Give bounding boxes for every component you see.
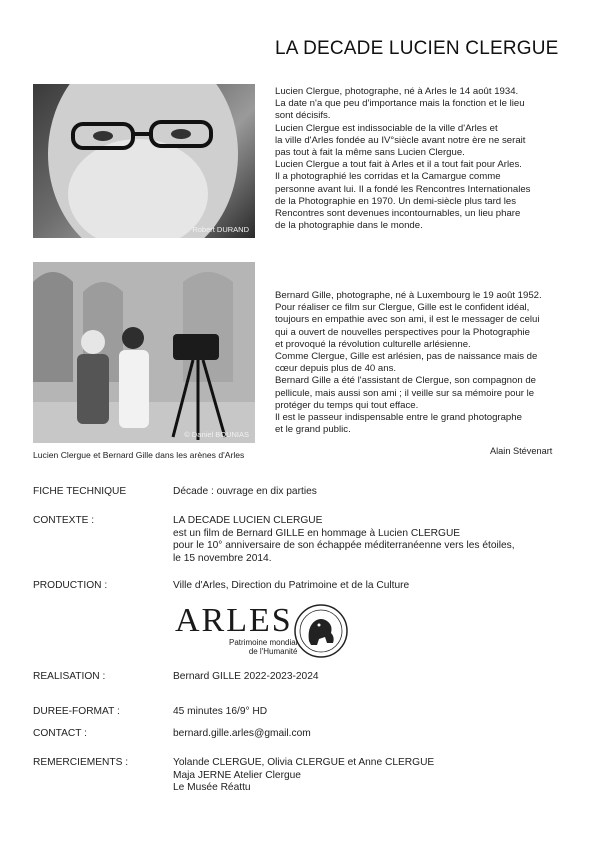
text-line: Le Musée Réattu <box>173 782 251 793</box>
duree-value: 45 minutes 16/9° HD <box>173 706 268 717</box>
text-line: LA DECADE LUCIEN CLERGUE <box>173 515 323 526</box>
text-line: cœur depuis plus de 40 ans. <box>275 363 397 375</box>
text-line: et provoqué la révolution culturelle arlésienne. <box>275 338 471 350</box>
text-line: Yolande CLERGUE, Olivia CLERGUE et Anne CLERGUE <box>173 757 435 768</box>
text-line: toujours en empathie avec son ami, il est le messager de celui <box>275 314 540 326</box>
contexte-label: CONTEXTE : <box>33 515 95 526</box>
signature: Alain Stévenart <box>490 446 553 456</box>
text-line: de la Photographie en 1970. Un demi-siècle plus tard les <box>275 195 517 207</box>
contact-email[interactable]: bernard.gille.arles@gmail.com <box>173 728 311 739</box>
text-line: Bernard Gille a été l'assistant de Clergue, son compagnon de <box>275 375 537 387</box>
lion-seal-icon <box>293 603 349 659</box>
fiche-value: Décade : ouvrage en dix parties <box>173 486 317 497</box>
arles-logo-subtitle <box>229 638 297 656</box>
remerciements-value <box>173 757 434 795</box>
fiche-label: FICHE TECHNIQUE <box>33 486 127 497</box>
text-line: Rencontres sont devenues incontournables, un lieu phare <box>275 208 521 220</box>
production-label: PRODUCTION : <box>33 580 108 591</box>
page-title: LA DECADE LUCIEN CLERGUE <box>275 38 559 59</box>
photo-credit: Robert DURAND <box>192 225 249 234</box>
remerciements-label: REMERCIEMENTS : <box>33 757 129 768</box>
text-line: protéger du temps qui tout efface. <box>275 399 419 411</box>
arles-logo-wordmark: ARLES <box>175 602 293 639</box>
text-line: qui a ouvert de nouvelles perspectives pour la Photographie <box>275 326 530 338</box>
production-value: Ville d'Arles, Direction du Patrimoine et de la Culture <box>173 580 410 591</box>
gille-paragraph <box>275 290 542 436</box>
contexte-value <box>173 515 515 565</box>
text-line: pellicule, mais aussi son ami ; il veille sur sa mémoire pour le <box>275 387 535 399</box>
realisation-label: REALISATION : <box>33 671 106 682</box>
arena-illustration <box>33 262 255 443</box>
text-line: Il est le passeur indispensable entre le grand photographe <box>275 412 522 424</box>
text-line: est un film de Bernard GILLE en hommage à Lucien CLERGUE <box>173 527 461 539</box>
text-line: Maja JERNE Atelier Clergue <box>173 769 301 781</box>
intro-paragraph <box>275 86 530 232</box>
text-line: Comme Clergue, Gille est arlésien, pas de naissance mais de <box>275 351 538 363</box>
portrait-photo <box>33 84 255 238</box>
text-line: pas tout à fait la même sans Lucien Clergue. <box>275 147 465 159</box>
text-line: Lucien Clergue a tout fait à Arles et il a tout fait pour Arles. <box>275 159 522 171</box>
text-line: personne avant lui. Il a fondé les Rencontres Internationales <box>275 183 531 195</box>
text-line: pour le 10° anniversaire de son échappée méditerranéenne vers les étoiles, <box>173 540 515 551</box>
text-line: la ville d'Arles fondée au IV°siècle avant notre ère ne serait <box>275 134 526 146</box>
text-line: Patrimoine mondial <box>229 638 298 647</box>
text-line: de l'Humanité <box>248 647 298 656</box>
realisation-value: Bernard GILLE 2022-2023-2024 <box>173 671 319 682</box>
text-line: Bernard Gille, photographe, né à Luxembourg le 19 août 1952. <box>275 290 542 301</box>
text-line: Pour réaliser ce film sur Clergue, Gille est le confident idéal, <box>275 302 530 314</box>
duree-label: DUREE-FORMAT : <box>33 706 120 717</box>
photo-caption: Lucien Clergue et Bernard Gille dans les arènes d'Arles <box>33 450 245 460</box>
text-line: sont décisifs. <box>275 110 331 122</box>
portrait-illustration <box>33 84 255 238</box>
text-line: Lucien Clergue est indissociable de la ville d'Arles et <box>275 122 498 134</box>
text-line: Lucien Clergue, photographe, né à Arles le 14 août 1934. <box>275 86 519 97</box>
text-line: Il a photographié les corridas et la Camargue comme <box>275 171 501 183</box>
text-line: le 15 novembre 2014. <box>173 552 272 564</box>
text-line: La date n'a que peu d'importance mais la fonction et le lieu <box>275 98 525 110</box>
contact-label: CONTACT : <box>33 728 87 739</box>
photo-credit: © Daniel BOUNIAS <box>184 430 249 439</box>
text-line: et le grand public. <box>275 424 351 436</box>
arena-photo <box>33 262 255 443</box>
text-line: de la photographie dans le monde. <box>275 220 423 232</box>
